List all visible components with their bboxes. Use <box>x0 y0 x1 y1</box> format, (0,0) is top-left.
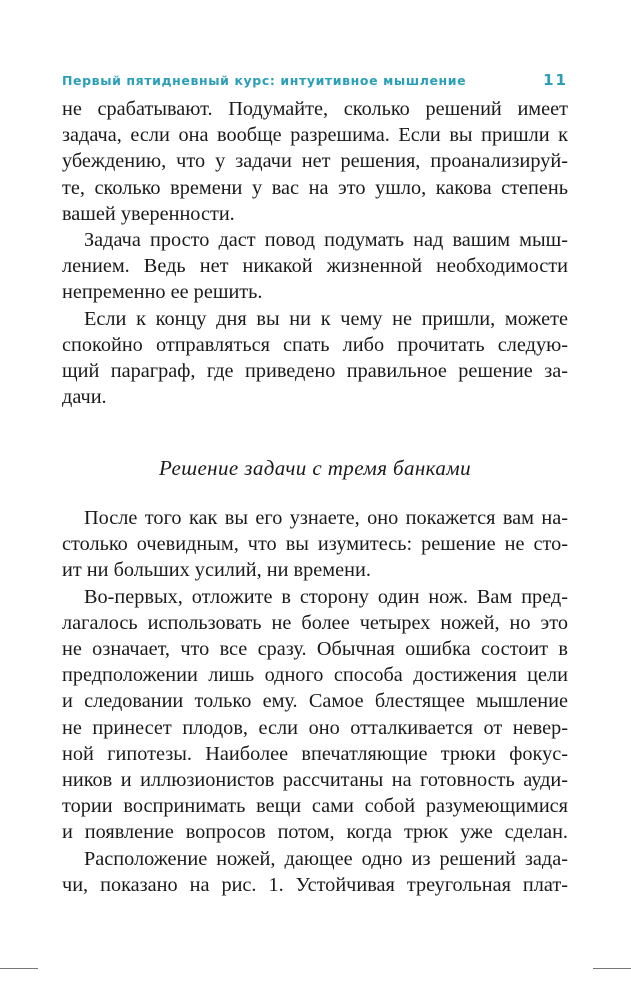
crop-mark-left <box>0 968 38 969</box>
paragraph-1 <box>62 96 568 227</box>
text-line: столько очевидным, что вы изумитесь: решение не сто- <box>62 533 568 556</box>
text-line: вашей уверенности. <box>62 202 235 225</box>
text-line: лагалось использовать не более четырех ножей, но это <box>62 611 568 634</box>
paragraph-3 <box>62 306 568 411</box>
running-title: Первый пятидневный курс: интуитивное мышление <box>62 73 467 88</box>
text-line: лением. Ведь нет никакой жизненной необходимости <box>62 255 568 278</box>
paragraph-2 <box>62 227 568 306</box>
paragraph-5 <box>62 584 568 846</box>
text-line: задача, если она вообще разрешима. Если вы пришли к <box>62 124 568 147</box>
text-line: спокойно отправляться спать либо прочитать следую- <box>62 333 568 356</box>
page-number: 11 <box>543 71 568 89</box>
text-line: Расположение ножей, дающее одно из решений зада- <box>84 847 568 870</box>
text-line: не срабатывают. Подумайте, сколько решений имеет <box>62 98 568 120</box>
running-header <box>62 71 568 89</box>
text-line: тории воспринимать вещи сами собой разумеющимися <box>62 795 568 818</box>
text-line: непременно ее решить. <box>62 281 263 304</box>
text-line: не означает, что все сразу. Обычная ошибка состоит в <box>62 637 568 660</box>
text-line: щий параграф, где приведено правильное решение за- <box>62 359 568 382</box>
text-line: и появление вопросов потом, когда трюк уже сделан. <box>62 821 568 844</box>
section-heading: Решение задачи с тремя банками <box>159 456 471 480</box>
text-line: те, сколько времени у вас на это ушло, какова степень <box>62 176 568 199</box>
text-line: Во-первых, отложите в сторону один нож. Вам пред- <box>84 585 568 608</box>
paragraph-4 <box>62 505 568 584</box>
text-line: После того как вы его узнаете, оно покажется вам на- <box>84 507 568 529</box>
text-line: ников и иллюзионистов рассчитаны на готовность ауди- <box>62 768 568 791</box>
text-line: Если к концу дня вы ни к чему не пришли, можете <box>84 307 568 330</box>
text-line: чи, показано на рис. 1. Устойчивая треугольная плат- <box>62 873 568 896</box>
text-line: и следовании только ему. Самое блестящее мышление <box>62 690 568 713</box>
text-line: не принесет плодов, если оно отталкивается от невер- <box>62 716 568 739</box>
text-line: дачи. <box>62 386 107 409</box>
text-line: предположении лишь одного способа достижения цели <box>62 664 568 687</box>
text-line: Задача просто даст повод подумать над вашим мыш- <box>84 229 568 251</box>
text-line: ной гипотезы. Наиболее впечатляющие трюки фокус- <box>62 742 568 765</box>
crop-mark-right <box>593 968 631 969</box>
paragraph-6 <box>62 846 568 898</box>
text-line: убеждению, что у задачи нет решения, проанализируй- <box>62 150 568 173</box>
text-line: ит ни больших усилий, ни времени. <box>62 559 371 582</box>
